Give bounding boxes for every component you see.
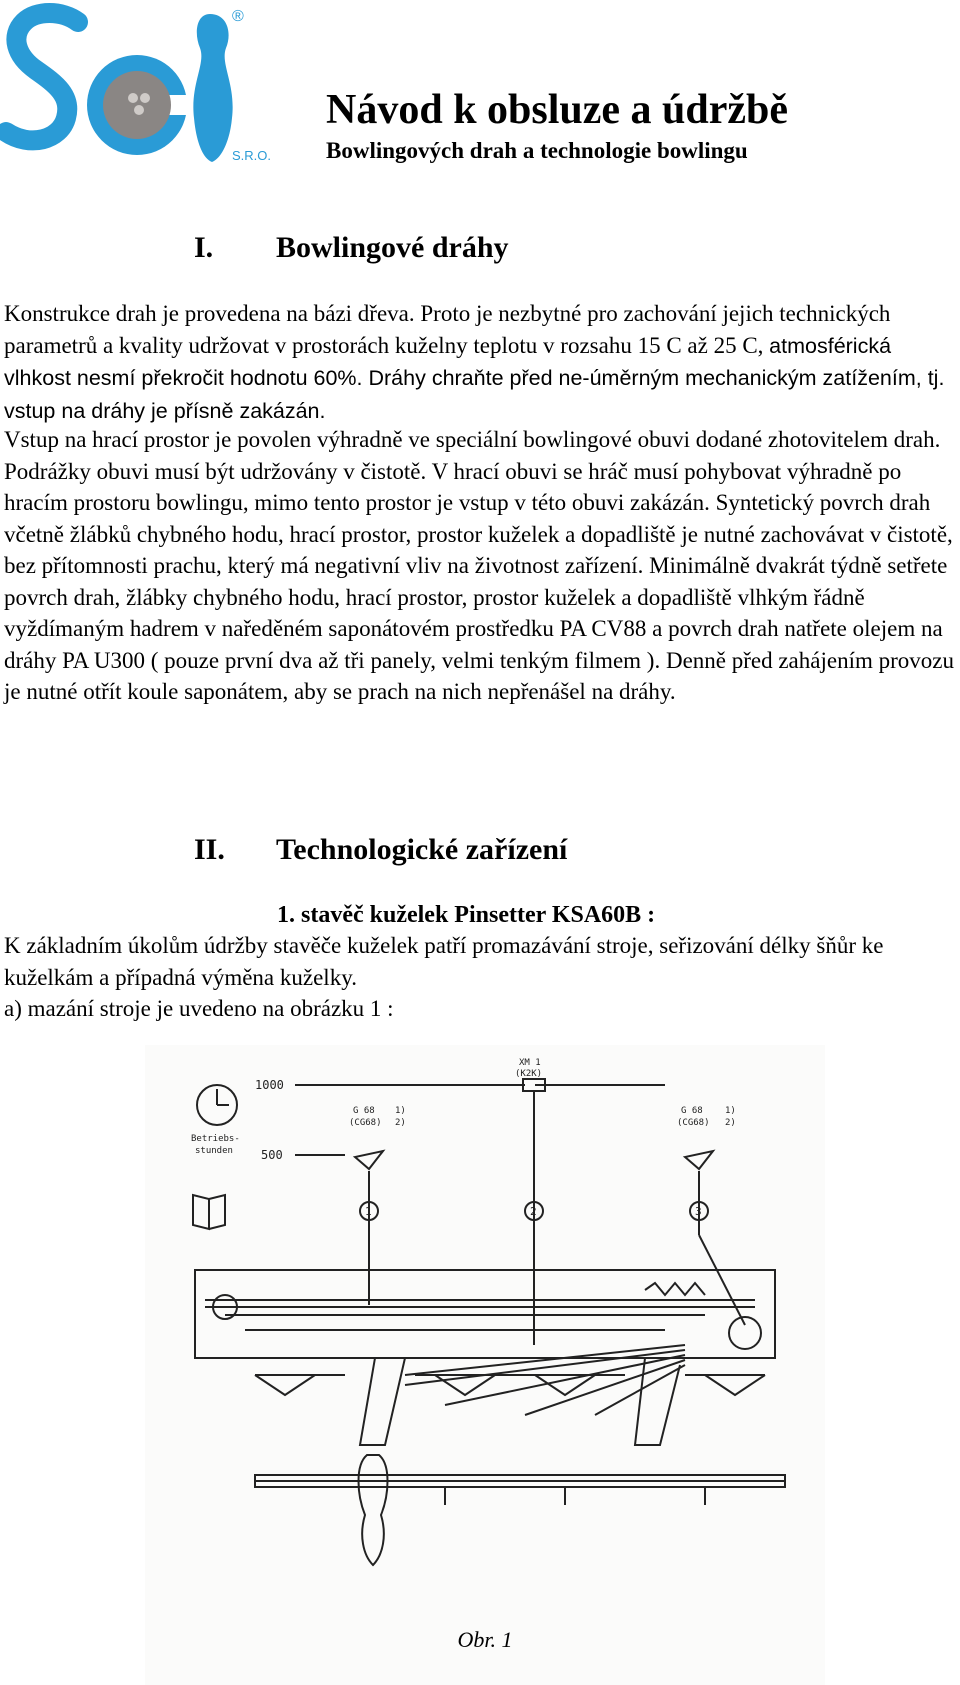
section-1-paragraph-1 <box>4 298 956 427</box>
note-1-left: 1) <box>395 1106 406 1116</box>
section-1-title: Bowlingové dráhy <box>276 231 509 264</box>
logo-suffix: S.R.O. <box>232 148 272 163</box>
subsection-heading: 1. stavěč kuželek Pinsetter KSA60B : <box>277 902 656 928</box>
point-2-label: 2 <box>530 1205 537 1218</box>
lubrication-diagram <box>145 1045 825 1615</box>
section-1-paragraph-1-serif: Konstrukce drah je provedena na bázi dřeva. Proto je nezbytné pro zachování jejich technických parametrů a kvality udržovat v prostorách kuželny teplotu v rozsahu 15 C až 25 C, <box>4 301 891 358</box>
section-2-paragraph-1: K základním úkolům údržby stavěče kuželek patří promazávání stroje, seřizování délky šňůr ke kuželkám a případná výměna kuželky. <box>4 933 884 990</box>
section-2-title: Technologické zařízení <box>276 833 568 866</box>
note-2-left: 2) <box>395 1118 406 1128</box>
scale-1000-label: 1000 <box>255 1078 284 1092</box>
cg68-left-label: (CG68) <box>349 1118 382 1128</box>
document-subtitle: Bowlingových drah a technologie bowlingu <box>326 138 748 163</box>
clock-label-1: Betriebs- <box>191 1134 240 1144</box>
registered-mark: ® <box>232 8 244 25</box>
note-2-right: 2) <box>725 1118 736 1128</box>
section-2-number: II. <box>194 833 225 866</box>
section-2-paragraph-2: a) mazání stroje je uvedeno na obrázku 1 : <box>4 996 394 1021</box>
note-1-right: 1) <box>725 1106 736 1116</box>
scale-500-label: 500 <box>261 1148 283 1162</box>
xm-label: XM 1 <box>519 1058 541 1068</box>
section-1-paragraph-1-sans: atmosférická vlhkost nesmí překročit hodnotu 60%. Dráhy chraňte před ne-úměrným mechanickým zatížením, tj. vstup na dráhy je přísně zakázán. <box>4 333 945 423</box>
cg68-right-label: (CG68) <box>677 1118 710 1128</box>
g68-left-label: G 68 <box>353 1106 375 1116</box>
point-3-label: 3 <box>695 1205 702 1218</box>
header <box>326 84 946 166</box>
k2k-label: (K2K) <box>515 1069 543 1079</box>
clock-label-2: stunden <box>195 1146 233 1156</box>
figure-caption: Obr. 1 <box>457 1627 513 1652</box>
figure-1 <box>145 1045 825 1685</box>
g68-right-label: G 68 <box>681 1106 703 1116</box>
company-logo <box>0 0 280 175</box>
section-1-paragraph-2: Vstup na hrací prostor je povolen výhradně ve speciální bowlingové obuvi dodané zhotovitelem drah. Podrážky obuvi musí být udržovány v čistotě. V hrací obuvi se hráč musí pohybovat výhradně po hracím prostoru bowlingu, mimo tento prostor je vstup v této obuvi zakázán. Syntetický povrch drah včetně žlábků chybného hodu, hrací prostor, prostor kuželek a dopadliště je nutné zachovávat v čistotě, bez přítomnosti prachu, který má negativní vliv na životnost zařízení. Minimálně dvakrát týdně setřete povrch drah, žlábky chybného hodu, hrací prostor, prostor kuželek a dopadliště vlhkým řádně vyždímaným hadrem v naředěném saponátovém prostředku PA CV88 a povrch drah natřete olejem na dráhy PA U300 ( pouze první dva až tři panely, velmi tenkým filmem ). Denně před zahájením provozu je nutné otřít koule saponátem, aby se prach na nich nepřenášel na dráhy. <box>4 427 954 704</box>
point-1-label: 1 <box>365 1205 372 1218</box>
document-title: Návod k obsluze a údržbě <box>326 87 789 133</box>
section-1-number: I. <box>194 231 214 264</box>
